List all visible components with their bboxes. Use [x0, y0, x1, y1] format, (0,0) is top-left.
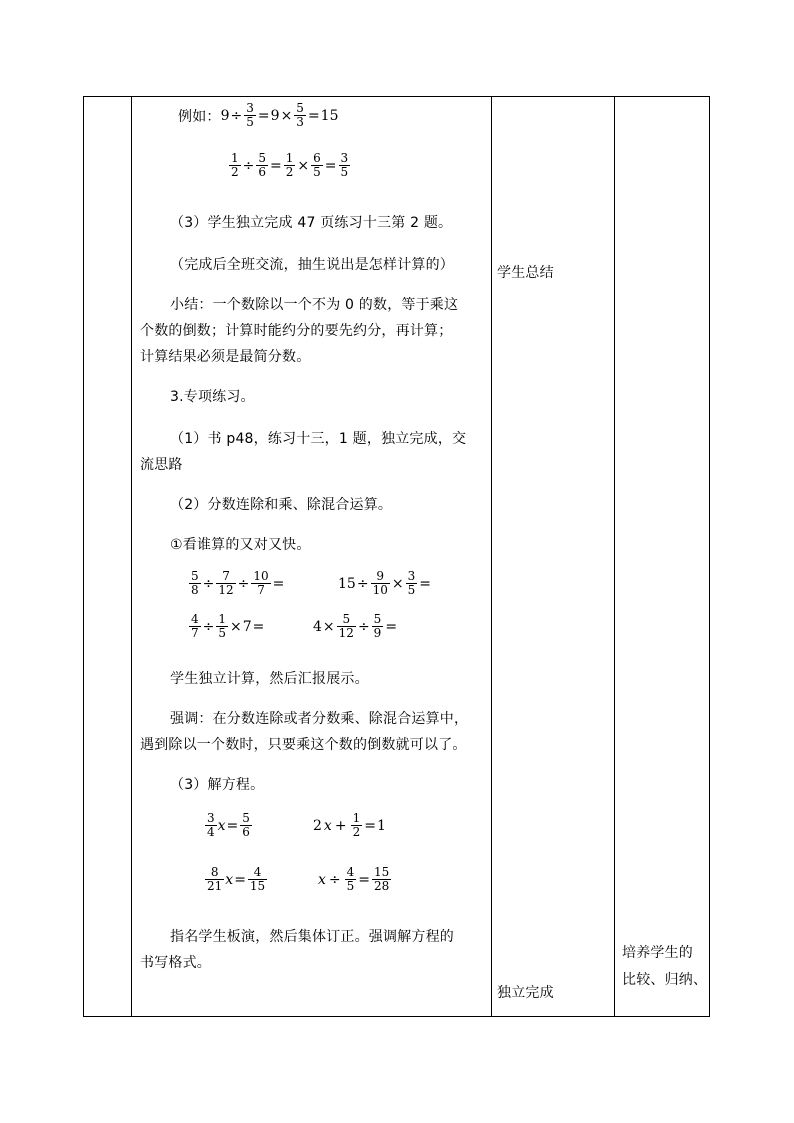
denominator: 21	[207, 879, 223, 893]
paragraph-exercise-3: （3）学生独立完成 47 页练习十三第 2 题。	[170, 215, 453, 231]
section-special-practice: 3.专项练习。	[170, 389, 255, 405]
example-label: 例如：	[178, 108, 221, 125]
times-sign: ×	[230, 618, 242, 635]
denominator: 5	[218, 626, 227, 640]
equals-sign: =	[419, 575, 431, 592]
denominator: 10	[372, 583, 388, 597]
fraction	[311, 152, 323, 179]
equals-sign: =	[324, 157, 337, 174]
denominator: 15	[249, 879, 266, 893]
denominator: 5	[313, 165, 321, 179]
summary-line-3: 计算结果必须是最简分数。	[140, 349, 311, 365]
numerator: 15	[374, 865, 390, 879]
numerator: 5	[258, 151, 267, 165]
numerator: 5	[242, 811, 250, 825]
equation-2	[313, 812, 386, 839]
equals-sign: =	[270, 157, 282, 174]
numerator: 1	[231, 151, 239, 165]
equals-sign: =	[234, 871, 246, 888]
table-bottom-border	[83, 1016, 710, 1017]
denominator: 6	[242, 825, 250, 839]
plus-sign: +	[334, 817, 347, 834]
denominator: 5	[407, 583, 416, 597]
table-right-border	[709, 96, 710, 1017]
denominator: 28	[374, 879, 390, 893]
fraction	[205, 866, 224, 893]
numerator: 4	[248, 866, 267, 880]
divide-sign: ÷	[202, 618, 215, 635]
calc-expression-2	[338, 570, 432, 597]
equals-sign: =	[364, 817, 376, 834]
fraction	[251, 570, 270, 597]
number: 4	[313, 618, 322, 635]
equals-sign: =	[358, 871, 371, 888]
equals-sign: =	[272, 575, 285, 592]
paragraph-exchange: （完成后全班交流，抽生说出是怎样计算的）	[170, 257, 454, 273]
column-divider-3	[614, 96, 615, 1017]
numerator: 1	[352, 811, 361, 825]
equation-3	[204, 866, 268, 893]
fraction	[345, 866, 357, 893]
numerator: 9	[371, 570, 390, 584]
divide-sign: ÷	[242, 157, 255, 174]
fraction	[216, 613, 228, 640]
numerator: 7	[216, 570, 235, 584]
number: 9	[220, 107, 230, 124]
emphasis-line-2: 遇到除以一个数时，只要乘这个数的倒数就可以了。	[140, 737, 467, 753]
result: 1	[376, 817, 386, 834]
board-line-1: 指名学生板演，然后集体订正。强调解方程的	[170, 929, 454, 945]
fraction	[244, 102, 256, 129]
numerator: 10	[253, 569, 269, 583]
numerator: 1	[285, 151, 294, 165]
table-top-border	[83, 96, 710, 97]
denominator: 8	[191, 583, 199, 597]
numerator: 3	[207, 811, 215, 825]
denominator: 2	[352, 825, 361, 839]
times-sign: ×	[280, 107, 293, 124]
numerator: 1	[218, 612, 227, 626]
denominator: 12	[218, 583, 234, 597]
times-sign: ×	[322, 618, 335, 635]
column-divider-1	[131, 96, 132, 1017]
divide-sign: ÷	[237, 575, 250, 592]
numerator: 4	[346, 865, 355, 879]
divide-sign: ÷	[230, 107, 243, 124]
numerator: 3	[340, 151, 349, 165]
fraction	[189, 570, 201, 597]
column-divider-2	[491, 96, 492, 1017]
denominator: 7	[191, 626, 199, 640]
denominator: 3	[296, 115, 304, 129]
equals-sign: =	[307, 107, 320, 124]
denominator: 2	[231, 165, 239, 179]
independent-completion: 独立完成	[497, 985, 554, 1001]
denominator: 5	[246, 115, 254, 129]
denominator: 5	[346, 879, 355, 893]
numerator: 5	[373, 612, 382, 626]
board-line-2: 书写格式。	[140, 955, 211, 971]
summary-line-2: 个数的倒数；计算时能约分的要先约分，再计算；	[140, 323, 453, 339]
fraction	[248, 866, 267, 893]
variable-x: x	[318, 871, 326, 888]
numerator: 5	[191, 569, 199, 583]
number: 2	[313, 817, 322, 834]
denominator: 5	[340, 165, 349, 179]
times-sign: ×	[391, 575, 404, 592]
divide-sign: ÷	[356, 575, 369, 592]
practice-2: （2）分数连除和乘、除混合运算。	[170, 497, 393, 513]
variable-x: x	[217, 817, 226, 834]
variable-x: x	[225, 871, 234, 888]
fraction	[339, 152, 351, 179]
fraction	[294, 102, 306, 129]
divide-sign: ÷	[357, 618, 370, 635]
calc-expression-4	[313, 613, 398, 640]
fraction	[337, 613, 356, 640]
number: 15	[338, 575, 356, 592]
denominator: 2	[285, 165, 294, 179]
equals-sign: =	[226, 817, 239, 834]
numerator: 6	[313, 151, 321, 165]
fraction	[256, 152, 268, 179]
fraction	[406, 570, 418, 597]
fraction	[216, 570, 235, 597]
equals-sign: =	[385, 618, 398, 635]
denominator: 12	[338, 626, 354, 640]
fraction	[372, 613, 384, 640]
fraction	[371, 570, 390, 597]
divide-sign: ÷	[328, 871, 341, 888]
calc-expression-3	[188, 613, 265, 640]
fraction	[372, 866, 391, 893]
fraction	[240, 812, 252, 839]
equals-sign: =	[257, 107, 270, 124]
emphasis-line-1: 强调：在分数连除或者分数乘、除混合运算中，	[170, 711, 469, 727]
numerator: 8	[205, 866, 224, 880]
numerator: 3	[407, 569, 416, 583]
practice-1-line-2: 流思路	[140, 457, 183, 473]
practice-quick-calc: ①看谁算的又对又快。	[170, 537, 311, 553]
practice-1-line-1: （1）书 p48，练习十三，1 题，独立完成，交	[170, 431, 467, 447]
fraction	[205, 812, 217, 839]
paragraph-report: 学生独立计算，然后汇报展示。	[170, 671, 369, 687]
times-sign: ×	[297, 157, 310, 174]
table-left-border	[83, 96, 84, 1017]
goal-line-2: 比较、归纳、	[622, 972, 708, 988]
denominator: 6	[258, 165, 267, 179]
numerator: 3	[246, 101, 254, 115]
numerator: 5	[296, 101, 304, 115]
calc-expression-1	[188, 570, 285, 597]
fraction	[351, 812, 363, 839]
result: 15	[320, 107, 339, 124]
number: 9	[270, 107, 280, 124]
equation-4	[318, 866, 392, 893]
denominator: 9	[373, 626, 382, 640]
numerator: 4	[191, 612, 199, 626]
denominator: 7	[257, 583, 265, 597]
fraction	[229, 152, 241, 179]
divide-sign: ÷	[202, 575, 215, 592]
denominator: 4	[207, 825, 215, 839]
equals-sign: =	[252, 618, 265, 635]
number: 7	[242, 618, 252, 635]
equation-1	[204, 812, 253, 839]
example-line-2	[228, 152, 351, 179]
example-line-1	[178, 102, 339, 129]
variable-x: x	[323, 817, 332, 834]
student-summary: 学生总结	[497, 265, 554, 281]
goal-line-1: 培养学生的	[622, 945, 693, 961]
numerator: 5	[337, 613, 356, 627]
fraction	[284, 152, 296, 179]
solve-equations-heading: （3）解方程。	[170, 777, 265, 793]
summary-line-1: 小结：一个数除以一个不为 0 的数，等于乘这	[170, 297, 459, 313]
fraction	[189, 613, 201, 640]
